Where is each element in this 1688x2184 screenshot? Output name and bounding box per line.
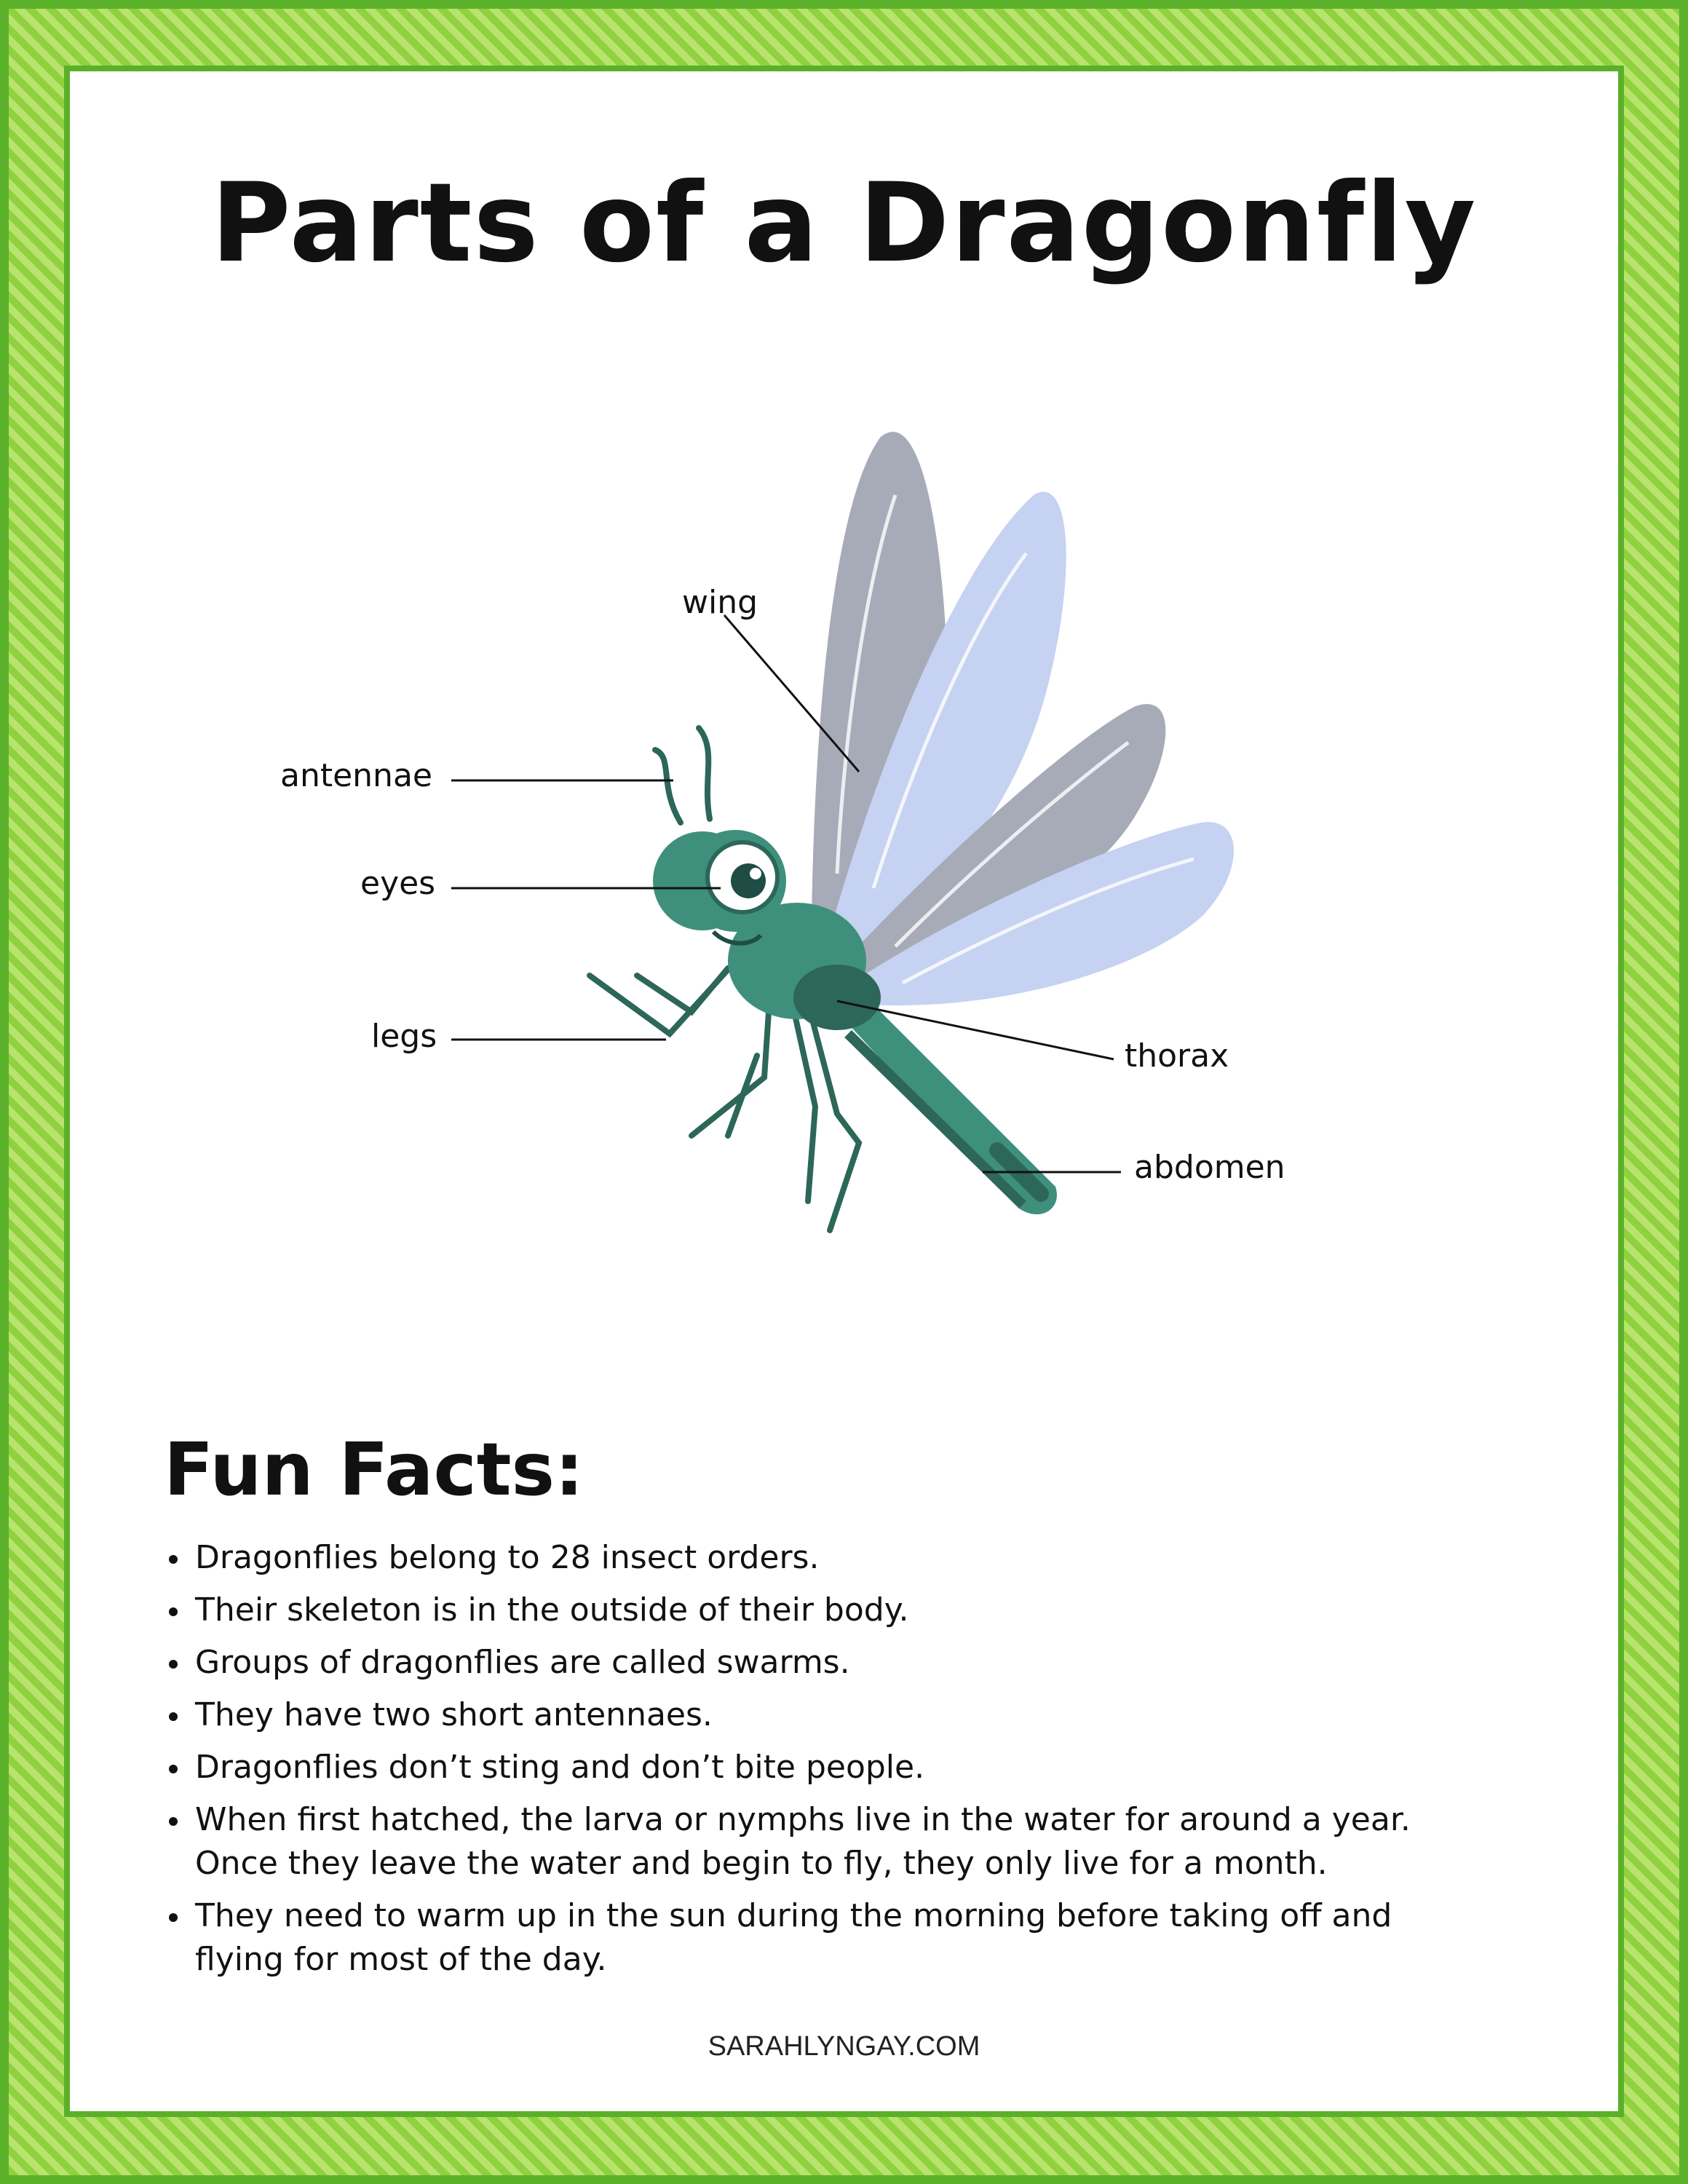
fun-fact-item: When first hatched, the larva or nymphs live in the water for around a year. Once they leave the water and begin to fly, they only live for a month. [166, 1798, 1549, 1886]
label-wing: wing [682, 584, 758, 621]
label-thorax: thorax [1125, 1037, 1229, 1075]
label-abdomen: abdomen [1134, 1149, 1285, 1186]
fun-facts-list [166, 1536, 1549, 1990]
label-legs: legs [371, 1018, 437, 1055]
fun-fact-item: Dragonflies don’t sting and don’t bite people. [166, 1746, 1549, 1789]
page-title: Parts of a Dragonfly [210, 160, 1478, 287]
fun-fact-item: Groups of dragonflies are called swarms. [166, 1641, 1549, 1685]
fun-fact-item: Their skeleton is in the outside of their body. [166, 1588, 1549, 1632]
fun-facts-heading: Fun Facts: [164, 1427, 585, 1512]
label-antennae: antennae [280, 757, 432, 794]
fun-fact-item: They have two short antennaes. [166, 1693, 1549, 1737]
fun-fact-item: They need to warm up in the sun during the morning before taking off and flying for most of the day. [166, 1894, 1549, 1982]
wings [812, 432, 1234, 1005]
label-eyes: eyes [360, 865, 436, 902]
footer-website: SARAHLYNGAY.COM [708, 2031, 980, 2062]
antennae-shape [655, 728, 710, 823]
fun-fact-item: Dragonflies belong to 28 insect orders. [166, 1536, 1549, 1580]
